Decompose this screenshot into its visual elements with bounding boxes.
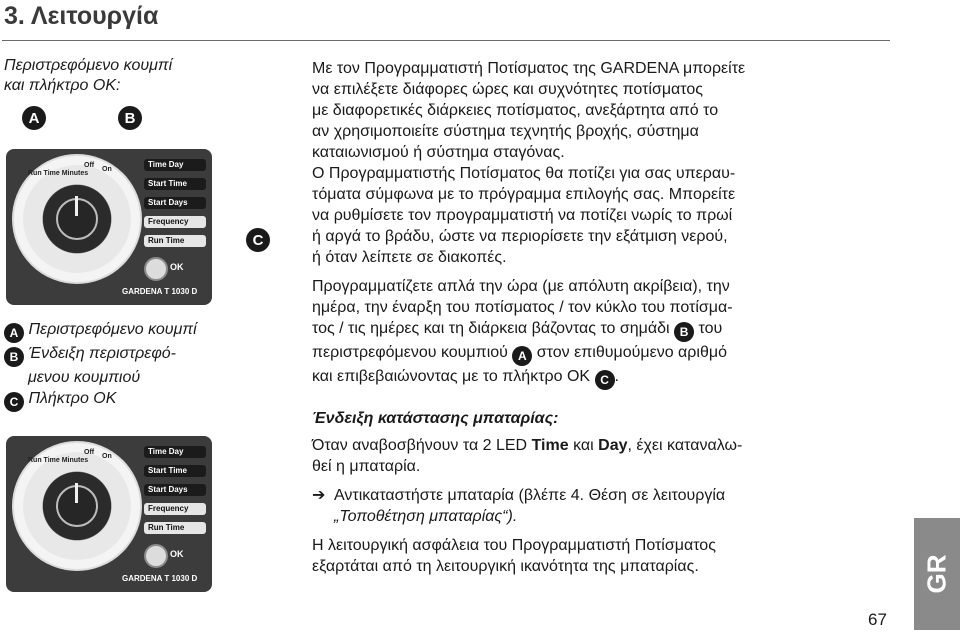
ok-label: OK bbox=[170, 262, 184, 272]
instruction-line bbox=[312, 506, 892, 527]
time-label: Time bbox=[148, 160, 167, 169]
controller-illustration-2 bbox=[6, 436, 212, 592]
safety-line: Η λειτουργική ασφάλεια του Προγραμματιστή Ποτίσματος bbox=[312, 537, 716, 554]
intro-line: να επιλέξετε διάφορες ώρες και συχνότητες ποτίσματος bbox=[312, 81, 703, 98]
legend-text-b: Ένδειξη περιστρεφό- bbox=[28, 345, 176, 362]
dial-off-label-2: Off bbox=[84, 449, 95, 456]
language-tab bbox=[914, 518, 960, 630]
programming-line bbox=[312, 318, 892, 342]
intro-line: τόματα σύμφωνα με το πρόγραμμα επιλογής σας. Μπορείτε bbox=[312, 186, 736, 203]
dial-ring-label: Run Time Minutes bbox=[28, 170, 89, 177]
programming-line bbox=[312, 342, 892, 366]
legend-badge-c: C bbox=[4, 392, 24, 412]
dial-pointer-2 bbox=[75, 483, 78, 503]
callout-a: A bbox=[22, 106, 46, 130]
safety-paragraph bbox=[312, 535, 892, 577]
day-label-2: Day bbox=[168, 447, 184, 456]
replace-instruction bbox=[312, 485, 892, 527]
time-label-2: Time bbox=[148, 447, 167, 456]
model-label-2: GARDENA T 1030 D bbox=[122, 574, 198, 583]
callout-b: B bbox=[118, 106, 142, 130]
battery-text: και bbox=[573, 437, 594, 454]
battery-paragraph bbox=[312, 435, 892, 477]
controller-illustration-1 bbox=[6, 149, 212, 305]
model-label: GARDENA T 1030 D bbox=[122, 287, 198, 296]
run-time-tag-2: Run Time bbox=[144, 522, 206, 534]
instruction-text: Αντικαταστήστε μπαταρία (βλέπε 4. Θέση σε λειτουργία bbox=[334, 487, 726, 504]
page-heading: 3. Λειτουργία bbox=[4, 2, 159, 30]
legend-text-b-cont: μενου κουμπιού bbox=[28, 369, 141, 386]
instruction-text: „Τοποθέτηση μπαταρίας“). bbox=[334, 508, 518, 525]
battery-line: θεί η μπαταρία. bbox=[312, 458, 421, 475]
start-time-tag: Start Time bbox=[144, 178, 206, 190]
programming-line bbox=[312, 366, 892, 390]
frequency-tag-2: Frequency bbox=[144, 503, 206, 515]
intro-line: καταιωνισμού ή σύστημα σταγόνας. bbox=[312, 144, 565, 161]
start-days-tag-2 bbox=[144, 484, 206, 496]
ok-label-2: OK bbox=[170, 549, 184, 559]
legend-badge-b: B bbox=[4, 347, 24, 367]
legend-item-c bbox=[4, 388, 284, 412]
time-day-tag-2 bbox=[144, 446, 206, 458]
legend-item-b bbox=[4, 343, 284, 388]
intro-line: Με τον Προγραμματιστή Ποτίσματος της GARDENA μπορείτε bbox=[312, 60, 746, 77]
day-label: Day bbox=[168, 160, 184, 169]
ok-button-2 bbox=[144, 544, 168, 568]
ok-button bbox=[144, 257, 168, 281]
intro-line: αν χρησιμοποιείτε σύστημα τεχνητής βροχής, σύστημα bbox=[312, 123, 699, 140]
start-days-label-2: Start Days bbox=[148, 485, 188, 494]
ab-callouts bbox=[20, 106, 150, 132]
intro-line: να ρυθμίσετε τον προγραμματιστή να ποτίζει νωρίς το πρωί bbox=[312, 207, 733, 224]
programming-text: τος / τις ημέρες και τη διάρκεια βάζοντας το σημάδι bbox=[312, 320, 670, 337]
dial-pointer bbox=[75, 196, 78, 216]
dial-ring-label-2: Run Time Minutes bbox=[28, 457, 89, 464]
page-number: 67 bbox=[868, 610, 887, 629]
legend-badge-a: A bbox=[4, 323, 24, 343]
battery-text: Όταν αναβοσβήνουν τα 2 LED bbox=[312, 437, 528, 454]
programming-text: περιστρεφόμενου κουμπιού bbox=[312, 344, 508, 361]
caption-line-2: και πλήκτρο OK: bbox=[4, 77, 121, 94]
body-text bbox=[312, 58, 892, 585]
legend-text-c: Πλήκτρο OK bbox=[28, 390, 117, 407]
led-day-label: Day bbox=[598, 437, 628, 454]
programming-paragraph bbox=[312, 276, 892, 390]
led-time-label: Time bbox=[531, 437, 569, 454]
run-time-tag: Run Time bbox=[144, 235, 206, 247]
intro-line: ή όταν λείπετε σε διακοπές. bbox=[312, 249, 507, 266]
programming-line: Προγραμματίζετε απλά την ώρα (με απόλυτη ακρίβεια), την bbox=[312, 278, 730, 295]
time-day-tag bbox=[144, 159, 206, 171]
programming-line: ημέρα, την έναρξη του ποτίσματος / τον κύκλο του ποτίσμα- bbox=[312, 299, 733, 316]
safety-line: εξαρτάται από τη λειτουργική ικανότητα της μπαταρίας. bbox=[312, 558, 699, 575]
language-code: GR bbox=[921, 554, 952, 594]
arrow-icon: ➔ bbox=[312, 487, 326, 504]
start-days-label: Start Days bbox=[148, 198, 188, 207]
rotary-dial bbox=[12, 154, 142, 284]
dial-on-label: On bbox=[102, 166, 112, 173]
legend bbox=[4, 319, 284, 412]
heading-rule bbox=[2, 40, 890, 41]
dial-on-label-2: On bbox=[102, 453, 112, 460]
inline-badge-a: A bbox=[512, 346, 532, 366]
intro-line: με διαφορετικές διάρκειες ποτίσματος, ανεξάρτητα από το bbox=[312, 102, 719, 119]
programming-text: και επιβεβαιώνοντας με το πλήκτρο OK bbox=[312, 368, 591, 385]
mode-panel bbox=[144, 159, 206, 254]
caption-line-1: Περιστρεφόμενο κουμπί bbox=[4, 57, 173, 74]
callout-c: C bbox=[246, 228, 270, 252]
frequency-tag: Frequency bbox=[144, 216, 206, 228]
mode-panel-2 bbox=[144, 446, 206, 541]
battery-line bbox=[312, 435, 892, 456]
battery-text: , έχει καταναλω- bbox=[627, 437, 743, 454]
inline-badge-c: C bbox=[595, 370, 615, 390]
legend-item-a bbox=[4, 319, 284, 343]
programming-text: στον επιθυμούμενο αριθμό bbox=[536, 344, 727, 361]
intro-line: ή αργά το βράδυ, ώστε να περιορίσετε την εξάτμιση νερού, bbox=[312, 228, 728, 245]
start-days-tag bbox=[144, 197, 206, 209]
left-caption bbox=[4, 56, 284, 96]
legend-text-a: Περιστρεφόμενο κουμπί bbox=[28, 321, 197, 338]
start-time-tag-2: Start Time bbox=[144, 465, 206, 477]
battery-subheading: Ένδειξη κατάστασης μπαταρίας: bbox=[312, 410, 559, 427]
intro-line: Ο Προγραμματιστής Ποτίσματος θα ποτίζει για σας υπεραυ- bbox=[312, 165, 736, 182]
instruction-line bbox=[312, 485, 892, 506]
dial-off-label: Off bbox=[84, 162, 95, 169]
programming-text: του bbox=[698, 320, 723, 337]
rotary-dial-2 bbox=[12, 441, 142, 571]
inline-badge-b: B bbox=[674, 322, 694, 342]
programming-text: . bbox=[614, 368, 619, 385]
intro-paragraph bbox=[312, 58, 892, 268]
